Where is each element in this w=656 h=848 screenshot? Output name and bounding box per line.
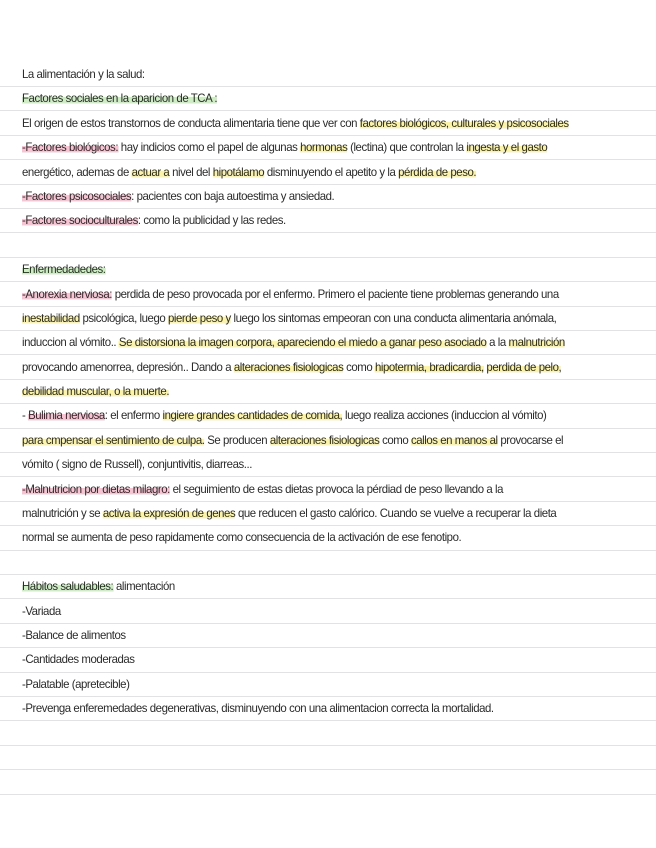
text-segment: nivel del [169, 165, 213, 179]
key-phrase-highlight: Se distorsiona la imagen corpora, apareciendo el miedo a ganar peso asociado [118, 336, 487, 350]
text-segment: luego los sintomas empeoran con una conducta alimentaria anómala, [230, 311, 557, 325]
key-phrase-highlight: para cmpensar el sentimiento de culpa. [22, 433, 205, 447]
text-segment: provocarse el [497, 433, 564, 447]
key-phrase-highlight: ingiere grandes cantidades de comida, [162, 409, 343, 423]
text-line [22, 624, 633, 648]
text-segment: alimentación [113, 580, 175, 594]
text-segment: -Cantidades moderadas [22, 653, 135, 667]
text-line [22, 600, 633, 624]
key-phrase-highlight: hipotálamo [212, 165, 265, 179]
text-line [22, 575, 633, 599]
key-phrase-highlight: ingesta y el gasto [466, 141, 548, 155]
text-line [22, 380, 633, 404]
key-phrase-highlight: pérdida de peso. [398, 165, 477, 179]
text-line [22, 673, 633, 697]
key-phrase-highlight: pierde peso y [167, 311, 231, 325]
text-segment: - [22, 409, 29, 423]
key-phrase-highlight: malnutrición [508, 336, 565, 350]
text-segment: hay indicios como el papel de algunas [118, 141, 301, 155]
term-highlight: -Factores psicosociales [22, 189, 132, 203]
term-highlight: -Factores biológicos: [22, 141, 119, 155]
text-line [22, 502, 633, 526]
key-phrase-highlight: factores biológicos, culturales y psicosociales [359, 116, 569, 130]
term-highlight: -Anorexia nerviosa: [22, 287, 112, 301]
text-line [22, 161, 633, 185]
text-segment: disminuyendo el apetito y la [264, 165, 399, 179]
text-line [22, 551, 633, 575]
text-segment: perdida de peso provocada por el enfermo. Primero el paciente tiene problemas generando una [111, 287, 559, 301]
text-segment: (lectina) que controlan la [347, 141, 467, 155]
text-segment: que reducen el gasto calórico. Cuando se vuelve a recuperar la dieta [235, 507, 557, 521]
term-highlight: Bulimia nerviosa [28, 409, 105, 423]
text-segment: el seguimiento de estas dietas provoca la pérdiad de peso llevando a la [169, 482, 503, 496]
text-segment: energético, ademas de [22, 165, 132, 179]
key-phrase-highlight: actuar a [131, 165, 170, 179]
key-phrase-highlight: alteraciones fisiologicas [269, 433, 380, 447]
text-line [22, 453, 633, 477]
section-heading-highlight: Factores sociales en la aparicion de TCA : [22, 92, 218, 106]
text-line [22, 234, 633, 258]
text-segment: psicológica, luego [79, 311, 168, 325]
text-segment: como [379, 433, 411, 447]
notes-content [22, 63, 642, 722]
text-segment: La alimentación y la salud: [22, 68, 145, 81]
text-line [22, 63, 633, 87]
text-segment: -Balance de alimentos [22, 628, 126, 642]
text-segment: normal se aumenta de peso rapidamente como consecuencia de la activación de ese fenotipo. [22, 531, 462, 545]
key-phrase-highlight: hormonas [300, 141, 348, 155]
term-highlight: -Factores socioculturales [22, 214, 138, 228]
text-segment: vómito ( signo de Russell), conjuntivitis, diarreas... [22, 458, 252, 472]
text-line [22, 478, 633, 502]
text-segment: -Prevenga enferemedades degenerativas, disminuyendo con una alimentacion correcta la mortalidad. [22, 702, 494, 716]
text-segment: induccion al vómito.. [22, 336, 119, 350]
key-phrase-highlight: inestabilidad [22, 311, 80, 325]
text-line [22, 429, 633, 453]
text-segment: : pacientes con baja autoestima y ansiedad. [131, 189, 335, 203]
text-line [22, 404, 633, 428]
text-line [22, 258, 633, 282]
text-segment: malnutrición y se [22, 507, 103, 521]
key-phrase-highlight: hipotermia, bradicardia, [374, 360, 484, 374]
term-highlight: -Malnutricion por dietas milagro: [22, 482, 170, 496]
key-phrase-highlight: perdida de pelo, [486, 360, 562, 374]
text-segment: a la [486, 336, 509, 350]
text-line [22, 307, 633, 331]
rule-line [0, 769, 656, 770]
text-segment: Se producen [204, 433, 270, 447]
text-line [22, 697, 633, 721]
text-segment: como [343, 360, 375, 374]
text-segment: provocando amenorrea, depresión.. Dando a [22, 360, 234, 374]
text-line [22, 283, 633, 307]
key-phrase-highlight: callos en manos al [410, 433, 498, 447]
text-segment: luego realiza acciones (induccion al vómito) [342, 409, 547, 423]
text-segment: : el enfermo [104, 409, 163, 423]
section-heading-highlight: Hábitos saludables: [22, 580, 114, 594]
text-line [22, 112, 633, 136]
key-phrase-highlight: debilidad muscular, o la muerte. [22, 385, 170, 399]
text-line [22, 185, 633, 209]
rule-line [0, 794, 656, 795]
rule-line [0, 745, 656, 746]
section-heading-highlight: Enfermedadedes: [22, 263, 106, 277]
text-line [22, 136, 633, 160]
key-phrase-highlight: activa la expresión de genes [102, 507, 236, 521]
text-segment: : como la publicidad y las redes. [137, 214, 286, 228]
text-line [22, 331, 633, 355]
text-line [22, 356, 633, 380]
key-phrase-highlight: alteraciones fisiologicas [233, 360, 344, 374]
text-segment: -Variada [22, 604, 61, 618]
text-line [22, 526, 633, 550]
text-line [22, 209, 633, 233]
text-segment: -Palatable (apretecible) [22, 677, 130, 691]
text-line [22, 648, 633, 672]
text-line [22, 87, 633, 111]
text-segment: El origen de estos transtornos de conducta alimentaria tiene que ver con [22, 116, 360, 130]
